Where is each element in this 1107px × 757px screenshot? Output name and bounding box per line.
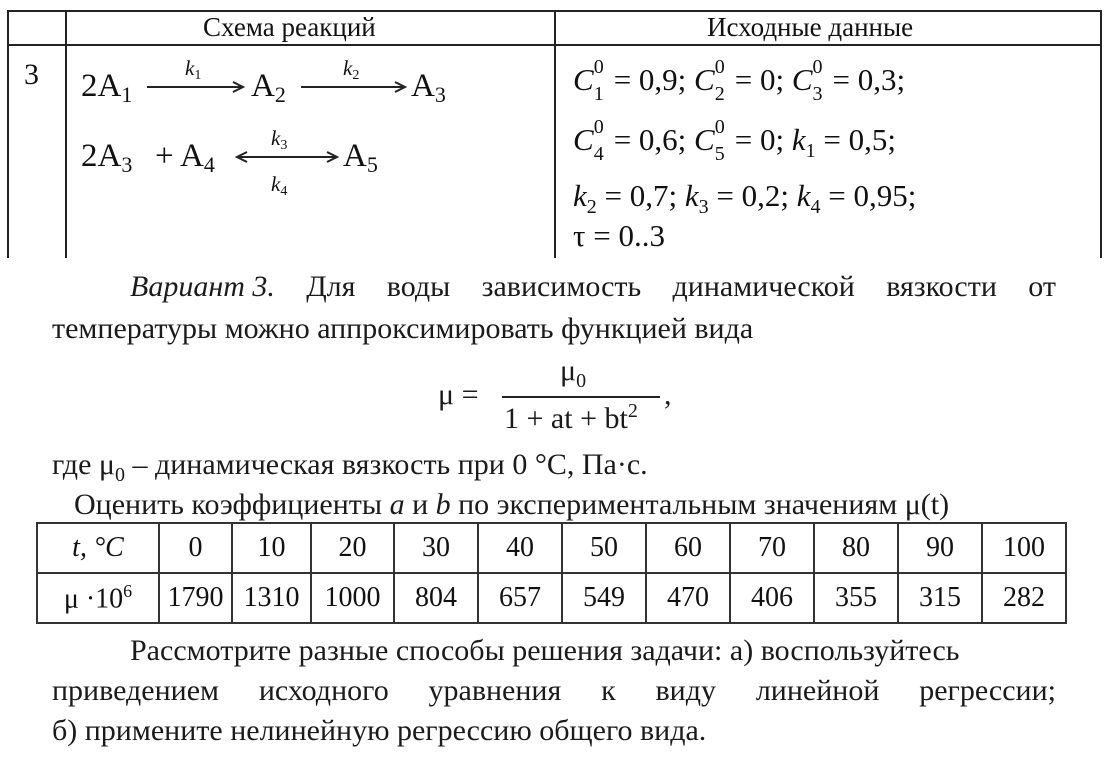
row-header-viscosity: $\mu \cdot 10^6$ [37, 573, 159, 623]
word: Для [306, 270, 356, 303]
viscosity-cell: 355 [814, 573, 898, 623]
table-col-divider-1 [65, 10, 67, 258]
word: от [1028, 270, 1056, 303]
data-line-rate-constants: $k_2 = 0,7$; $k_3 = 0,2$; $k_4 = 0,95$; [573, 178, 917, 218]
table-border-left [7, 10, 9, 258]
word: исходного [258, 674, 389, 707]
word: динамической [672, 270, 855, 303]
word: воды [386, 270, 451, 303]
formula-denominator: 1 + at + $bt^2$ [504, 400, 638, 435]
formula-trailing-comma: , [664, 378, 672, 411]
formula-lhs: μ = [438, 378, 479, 411]
viscosity-cell: 804 [394, 573, 478, 623]
table-col-divider-2 [554, 10, 556, 258]
species-a3: $A_3$ [411, 68, 446, 107]
variant-line-1 [130, 270, 1056, 304]
temperature-cell: 100 [982, 523, 1066, 573]
formula-numerator: $\mu_0$ [560, 354, 587, 392]
table-row-viscosity [37, 573, 1066, 623]
temperature-cell: 20 [311, 523, 394, 573]
reaction-table [7, 10, 1102, 258]
arrow-k3-k4-reversible [235, 150, 341, 164]
species-a4: + $A_4$ [155, 138, 215, 177]
label-k3: $k_3$ [271, 126, 288, 153]
viscosity-formula [438, 354, 678, 440]
species-a2: $A_2$ [251, 68, 286, 107]
viscosity-cell: 657 [478, 573, 562, 623]
word: к [601, 674, 616, 707]
table-border-right [1100, 10, 1102, 258]
word: приведением [52, 674, 220, 707]
viscosity-cell: 315 [898, 573, 982, 623]
table-row-temperature [37, 523, 1066, 573]
estimate-line: Оценить коэффициенты a и b по экспериментальным значениям μ(t) [74, 488, 950, 521]
closing-line-2 [52, 674, 1056, 708]
temperature-cell: 40 [478, 523, 562, 573]
viscosity-cell: 1000 [311, 573, 394, 623]
fraction-bar [502, 396, 660, 398]
header-initial-data: Исходные данные [707, 12, 914, 42]
word: зависимость [481, 270, 642, 303]
data-line-time-range: τ = 0..3 [573, 218, 665, 253]
word: вязкости [886, 270, 997, 303]
viscosity-cell: 470 [646, 573, 730, 623]
where-line: где $\mu_0$ – динамическая вязкость при 0 °C, Па·с. [52, 448, 648, 486]
closing-line-1: Рассмотрите разные способы решения задачи: а) воспользуйтесь [130, 634, 960, 667]
word: регрессии; [919, 674, 1056, 707]
viscosity-cell: 282 [982, 573, 1066, 623]
temperature-cell: 50 [562, 523, 646, 573]
viscosity-cell: 406 [730, 573, 814, 623]
temperature-cell: 10 [232, 523, 311, 573]
species-2a3: $2A_3$ [81, 138, 133, 177]
species-a5: $A_5$ [343, 138, 378, 177]
word: виду [655, 674, 716, 707]
closing-line-3: б) примените нелинейную регрессию общего вида. [52, 714, 707, 747]
word: уравнения [428, 674, 562, 707]
temperature-cell: 30 [394, 523, 478, 573]
header-reaction-scheme: Схема реакций [203, 12, 376, 42]
temperature-cell: 60 [646, 523, 730, 573]
data-line-concentrations-2: C 0 4 = 0,6; C 0 5 = 0; $k_1 = 0,5$; [573, 116, 896, 165]
label-k2: $k_2$ [343, 56, 360, 83]
viscosity-cell: 549 [562, 573, 646, 623]
temperature-cell: 90 [898, 523, 982, 573]
row-number: 3 [24, 58, 39, 91]
variant-line-2: температуры можно аппроксимировать функцией вида [52, 312, 754, 345]
viscosity-cell: 1790 [159, 573, 232, 623]
viscosity-cell: 1310 [232, 573, 311, 623]
temperature-cell: 70 [730, 523, 814, 573]
row-header-temperature: t, °C [37, 523, 159, 573]
viscosity-data-table [36, 522, 1067, 624]
variant-label: Вариант 3. [130, 270, 275, 303]
temperature-cell: 0 [159, 523, 232, 573]
label-k4: $k_4$ [271, 172, 288, 199]
label-k1: $k_1$ [185, 56, 202, 83]
temperature-cell: 80 [814, 523, 898, 573]
word: линейной [755, 674, 880, 707]
data-line-concentrations-1: C 0 1 = 0,9; C 0 2 = 0; C 0 3 = 0,3; [573, 56, 906, 105]
species-a1: $2A_1$ [81, 68, 133, 107]
